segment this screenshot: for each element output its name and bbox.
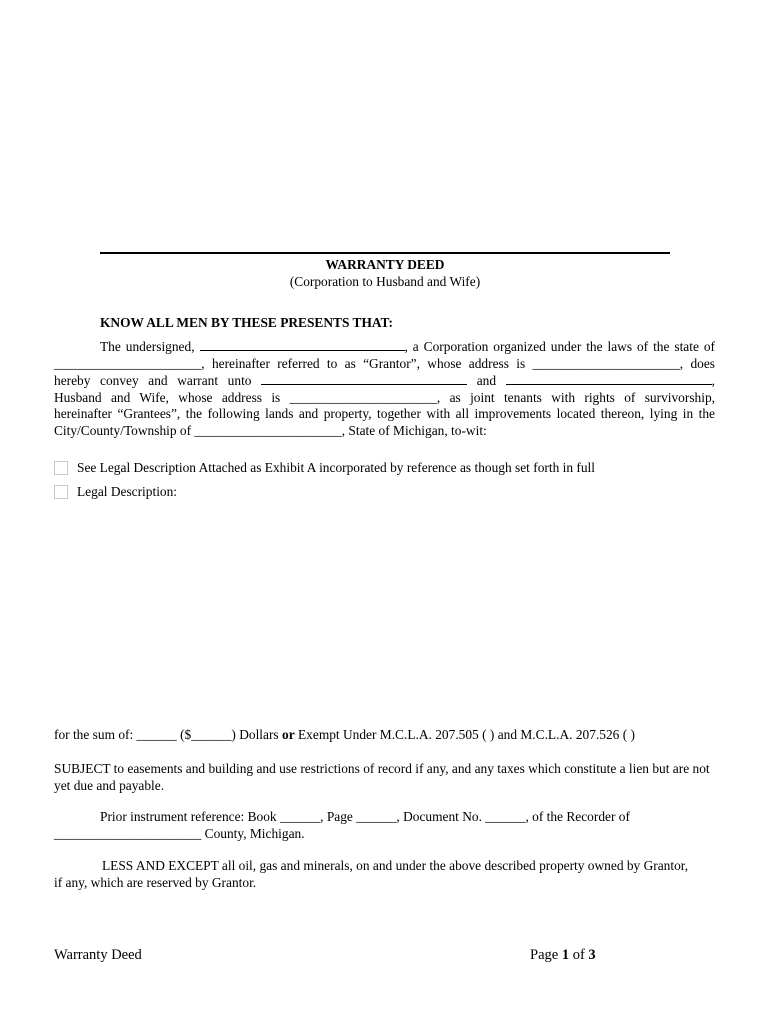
- prior-instrument-paragraph: [54, 809, 715, 842]
- prior-line-1: Prior instrument reference: Book ______, Page ______, Document No. ______, of the Recorder of: [100, 809, 630, 824]
- prior-line-2: ______________________ County, Michigan.: [54, 825, 305, 841]
- or-text: or: [282, 727, 295, 742]
- less-except-paragraph: [54, 858, 715, 891]
- comma-text: ,: [711, 373, 715, 388]
- and-text: and: [476, 373, 497, 388]
- undersigned-label: The undersigned,: [100, 339, 195, 354]
- conveyance-paragraph: [54, 338, 715, 439]
- document-subtitle: (Corporation to Husband and Wife): [289, 274, 481, 289]
- grantor-name-field[interactable]: [200, 338, 405, 351]
- paragraph-line-5: hereinafter “Grantees”, the following lands and property, together with all improvements located thereon, lying in the: [54, 406, 715, 421]
- paragraph-line-2: ______________________, hereinafter referred to as “Grantor”, whose address is ______________________, does: [54, 355, 715, 371]
- less-except-line-1: LESS AND EXCEPT all oil, gas and minerals, on and under the above described property owned by Grantor,: [102, 858, 689, 873]
- grantee-1-field[interactable]: [261, 372, 467, 385]
- checkbox-row-exhibit-a[interactable]: [54, 460, 595, 477]
- footer-document-name: Warranty Deed: [54, 947, 142, 963]
- exhibit-a-checkbox[interactable]: [54, 461, 68, 475]
- legal-description-label: Legal Description:: [77, 484, 178, 499]
- corporation-text: , a Corporation organized under the laws of the state of: [404, 339, 715, 354]
- exhibit-a-label: See Legal Description Attached as Exhibit A incorporated by reference as though set forth in full: [77, 460, 595, 475]
- paragraph-line-3: [54, 372, 715, 390]
- exempt-text: Exempt Under M.C.L.A. 207.505 ( ) and M.C.L.A. 207.526 ( ): [298, 727, 635, 742]
- less-except-line-2: if any, which are reserved by Grantor.: [54, 874, 257, 890]
- consideration-line: [54, 727, 635, 744]
- footer-page-number: [530, 947, 596, 964]
- of-word: of: [572, 947, 585, 963]
- title-rule: [100, 252, 670, 254]
- grantee-2-field[interactable]: [506, 372, 712, 385]
- document-title: WARRANTY DEED: [325, 257, 445, 272]
- checkbox-row-legal-description[interactable]: [54, 484, 177, 501]
- paragraph-line-1: [54, 338, 715, 356]
- legal-description-checkbox[interactable]: [54, 485, 68, 499]
- subject-paragraph: SUBJECT to easements and building and use restrictions of record if any, and any taxes which constitute a lien but are not yet due and payable.: [54, 761, 710, 793]
- sum-text: for the sum of: ______ ($______) Dollars: [54, 727, 279, 742]
- paragraph-line-6: City/County/Township of ______________________, State of Michigan, to-wit:: [54, 422, 487, 438]
- paragraph-line-4: Husband and Wife, whose address is ______________________, as joint tenants with rights of survivorship,: [54, 389, 715, 405]
- convey-text: hereby convey and warrant unto: [54, 373, 252, 388]
- page-word: Page: [530, 947, 559, 963]
- current-page: 1: [561, 947, 570, 963]
- intro-heading: KNOW ALL MEN BY THESE PRESENTS THAT:: [100, 315, 393, 330]
- total-pages: 3: [588, 947, 596, 963]
